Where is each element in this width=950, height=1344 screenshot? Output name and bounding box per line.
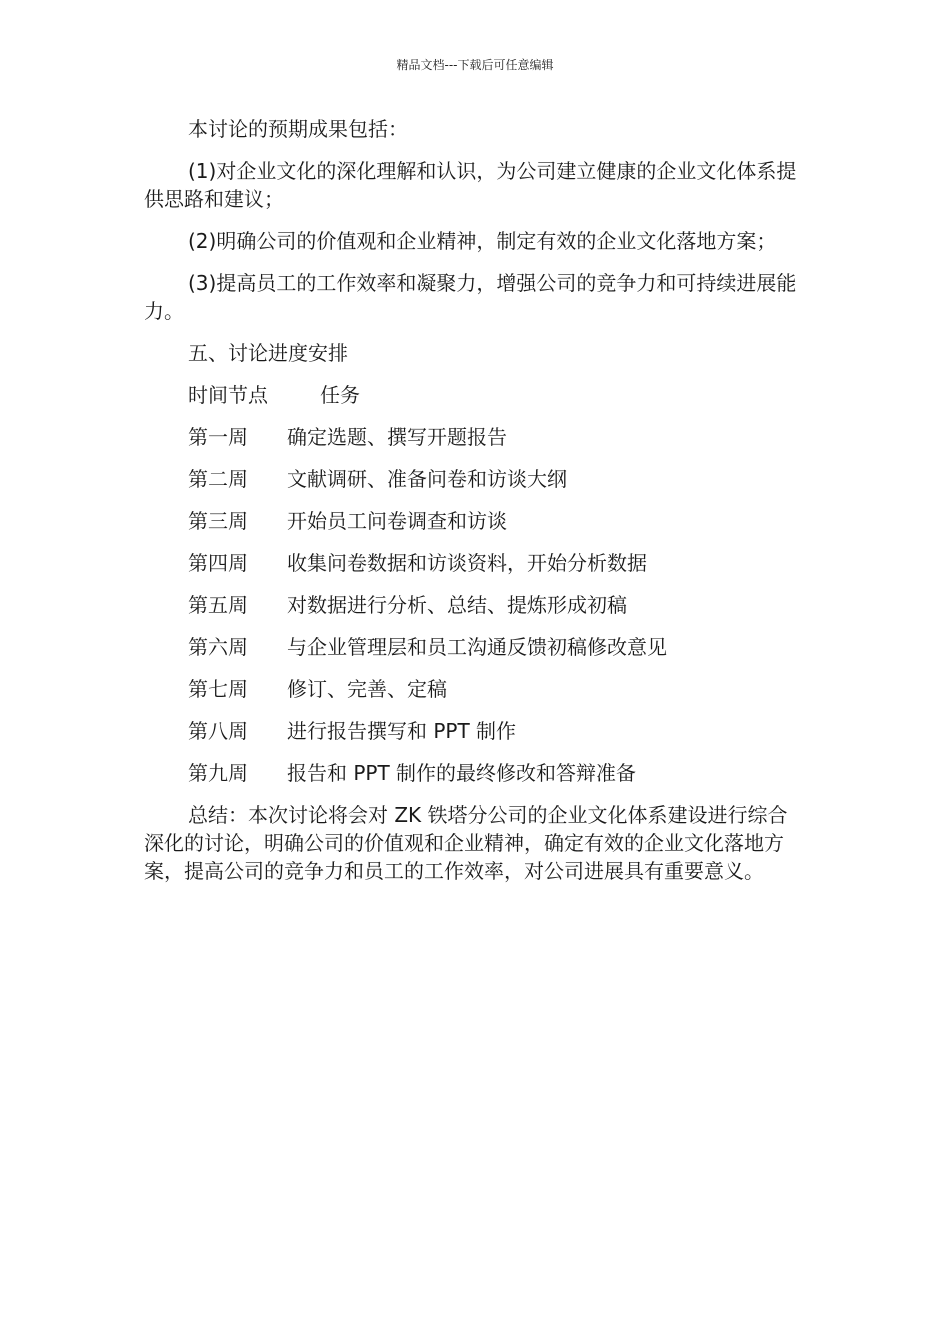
schedule-task: 文献调研、准备问卷和访谈大纲	[287, 467, 567, 491]
outcome-item-2: (2)明确公司的价值观和企业精神，制定有效的企业文化落地方案；	[188, 229, 777, 253]
schedule-task: 开始员工问卷调查和访谈	[287, 509, 507, 533]
schedule-row	[144, 591, 804, 619]
schedule-row	[144, 717, 804, 745]
summary-paragraph: 总结：本次讨论将会对 ZK 铁塔分公司的企业文化体系建设进行综合深化的讨论，明确公司的价值观和企业精神，确定有效的企业文化落地方案，提高公司的竞争力和员工的工作效率，对公司进展具有重要意义。	[144, 803, 788, 883]
schedule-row	[144, 759, 804, 787]
schedule-task: 修订、完善、定稿	[287, 677, 447, 701]
schedule-week: 第四周	[188, 551, 248, 575]
schedule-heading: 五、讨论进度安排	[188, 341, 348, 365]
schedule-task: 报告和 PPT 制作的最终修改和答辩准备	[287, 761, 637, 785]
schedule-week: 第八周	[188, 719, 248, 743]
schedule-header-row	[144, 381, 804, 409]
schedule-col-task: 任务	[320, 383, 360, 407]
schedule-col-time: 时间节点	[188, 383, 268, 407]
schedule-week: 第五周	[188, 593, 248, 617]
schedule-row	[144, 507, 804, 535]
schedule-task: 确定选题、撰写开题报告	[287, 425, 507, 449]
document-body	[144, 115, 804, 885]
schedule-row	[144, 549, 804, 577]
schedule-task: 对数据进行分析、总结、提炼形成初稿	[287, 593, 627, 617]
outcome-item-1: (1)对企业文化的深化理解和认识，为公司建立健康的企业文化体系提供思路和建议；	[144, 159, 797, 211]
schedule-week: 第一周	[188, 425, 248, 449]
schedule-task: 收集问卷数据和访谈资料，开始分析数据	[287, 551, 647, 575]
schedule-week: 第七周	[188, 677, 248, 701]
page-header: 精品文档---下载后可任意编辑	[396, 58, 554, 72]
outcomes-intro: 本讨论的预期成果包括：	[188, 117, 408, 141]
schedule-row	[144, 423, 804, 451]
schedule-row	[144, 675, 804, 703]
schedule-task: 与企业管理层和员工沟通反馈初稿修改意见	[287, 635, 667, 659]
schedule-row	[144, 465, 804, 493]
schedule-week: 第九周	[188, 761, 248, 785]
schedule-week: 第二周	[188, 467, 248, 491]
schedule-week: 第六周	[188, 635, 248, 659]
schedule-task: 进行报告撰写和 PPT 制作	[287, 719, 517, 743]
schedule-row	[144, 633, 804, 661]
schedule-week: 第三周	[188, 509, 248, 533]
outcome-item-3: (3)提高员工的工作效率和凝聚力，增强公司的竞争力和可持续进展能力。	[144, 271, 797, 323]
